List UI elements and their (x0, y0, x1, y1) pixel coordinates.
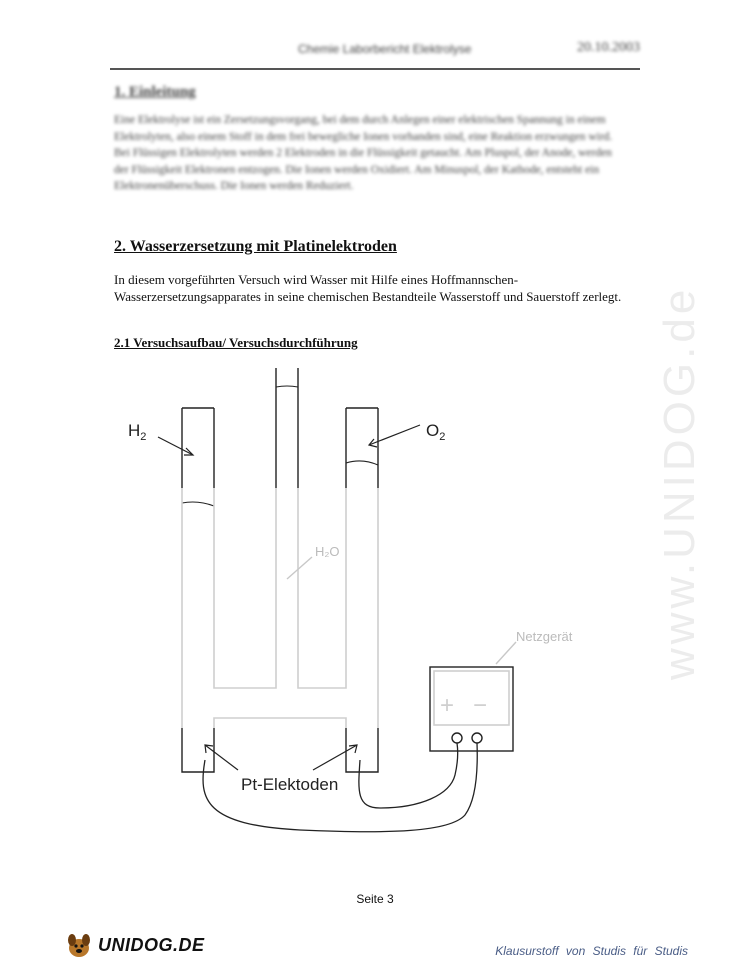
label-power-supply: Netzgerät (516, 629, 573, 644)
watermark: www.UNIDOG.de (655, 285, 704, 680)
label-water: H₂O (315, 544, 340, 559)
arrow-electrode-right (313, 745, 357, 770)
label-electrodes: Pt-Elektoden (241, 775, 339, 794)
page-number: Seite 3 (356, 892, 394, 906)
footer-tagline: Klausurstoff von Studis für Studis (495, 944, 688, 958)
middle-meniscus (276, 386, 298, 387)
wire-anode (359, 743, 458, 808)
header-title: Chemie Laborbericht Elektrolyse (298, 42, 472, 56)
arrow-o2 (369, 425, 420, 445)
subsection-title: 2.1 Versuchsaufbau/ Versuchsdurchführung (114, 335, 358, 350)
right-tube-top (346, 408, 378, 488)
left-tube-bottom (182, 728, 214, 772)
dog-logo-icon (64, 930, 94, 960)
section-1-body: Eine Elektrolyse ist ein Zersetzungsvorgang, bei dem durch Anlegen einer elektrischen Spannung in einem Elektrolyten, also einem Stoff in dem frei bewegliche Ionen vorhanden sind, eine Reaktion erzwungen wird. Bei Flüssigen Elektrolyten werden 2 Elektroden in die Flüssigkeit getaucht. Am Pluspol, der Anode, werden der Flüssigkeit Elektronen entzogen. Die Ionen werden Oxidiert. Am Minuspol, der Kathode, entsteht ein Elektronenüberschuss. Die Ionen werden Reduziert. (114, 114, 613, 192)
right-meniscus (346, 461, 378, 465)
arrow-h2 (158, 437, 193, 455)
section-1-title: 1. Einleitung (114, 84, 196, 100)
right-tube-bottom (346, 728, 378, 772)
section-2-title: 2. Wasserzersetzung mit Platinelektroden (114, 238, 397, 255)
label-plus: + (440, 692, 455, 719)
left-meniscus (182, 502, 214, 506)
arrow-electrode-left (205, 745, 238, 770)
label-minus: − (473, 692, 488, 719)
label-o2: $O_2$ (426, 421, 446, 443)
header-date: 20.10.2003 (577, 40, 640, 55)
label-h2: $H_2$ (128, 421, 147, 443)
logo-text: UNIDOG.DE (98, 934, 205, 955)
section-2-body: In diesem vorgeführten Versuch wird Wasser mit Hilfe eines Hoffmannschen-Wasserzersetzungsapparates in seine chemischen Bestandteile Wasserstoff und Sauerstoff zerlegt. (114, 272, 622, 304)
logo[interactable] (64, 930, 205, 960)
